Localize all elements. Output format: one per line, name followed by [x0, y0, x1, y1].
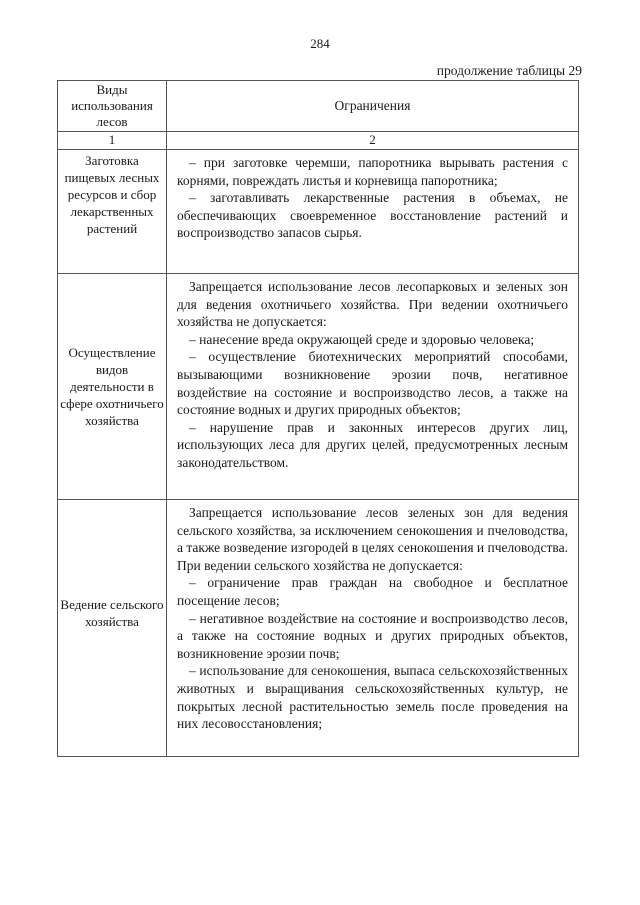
restriction-paragraph: – негативное воздействие на состояние и воспроизводство лесов, а также на состояние водных и других природных объектов, возникновение эрозии почв;: [177, 610, 568, 661]
restriction-paragraph: Запрещается использование лесов лесопарковых и зеленых зон для ведения охотничьего хозяйства. При ведении охотничьего хозяйства не допускается:: [177, 279, 568, 330]
table-continuation-label: продолжение таблицы 29: [436, 63, 582, 78]
row-use-type: Заготовка пищевых лесных ресурсов и сбор лекарственных растений: [58, 150, 167, 274]
column-number-row: [58, 132, 579, 150]
restrictions-table: [57, 80, 579, 757]
table-row: [58, 150, 579, 274]
header-restrictions: Ограничения: [167, 81, 579, 132]
restriction-paragraph: – нанесение вреда окружающей среде и здоровью человека;: [189, 331, 535, 347]
table-row: [58, 274, 579, 500]
restriction-paragraph: – осуществление биотехнических мероприятий способами, вызывающими возникновение эрозии почв, негативное воздействие на состояние и воспроизводство лесов, а также на состояние водных и других природных объектов;: [177, 349, 568, 418]
row-use-type: Ведение сельского хозяйства: [58, 500, 167, 757]
column-number-1: 1: [58, 132, 167, 150]
restriction-paragraph: – ограничение прав граждан на свободное и бесплатное посещение лесов;: [177, 575, 568, 608]
restriction-paragraph: Запрещается использование лесов зеленых зон для ведения сельского хозяйства, за исключением сенокошения и пчеловодства, а также возведение изгородей в целях сенокошения и пчеловодства. При ведении сельского хозяйства не допускается:: [177, 505, 568, 573]
row-restrictions: [167, 500, 579, 757]
row-restrictions: [167, 150, 579, 274]
column-number-2: 2: [167, 132, 579, 150]
header-forest-use-types: Виды использования лесов: [58, 81, 167, 132]
table-row: [58, 500, 579, 757]
table-header-row: [58, 81, 579, 132]
restriction-paragraph: – заготавливать лекарственные растения в объемах, не обеспечивающих своевременное восстановление растений и воспроизводство запасов сырья.: [177, 190, 568, 241]
restriction-paragraph: – использование для сенокошения, выпаса сельскохозяйственных животных и выращивания сельскохозяйственных культур, не покрытых лесной растительностью земель после проведения на них лесовосстановления;: [177, 663, 568, 732]
row-restrictions: [167, 274, 579, 500]
row-use-type: Осуществление видов деятельности в сфере охотничьего хозяйства: [58, 274, 167, 500]
restriction-paragraph: – нарушение прав и законных интересов других лиц, использующих леса для других целей, предусмотренных лесным законодательством.: [177, 419, 568, 470]
page-number: 284: [310, 36, 330, 51]
restriction-paragraph: – при заготовке черемши, папоротника вырывать растения с корнями, повреждать листья и корневища папоротника;: [177, 155, 568, 188]
